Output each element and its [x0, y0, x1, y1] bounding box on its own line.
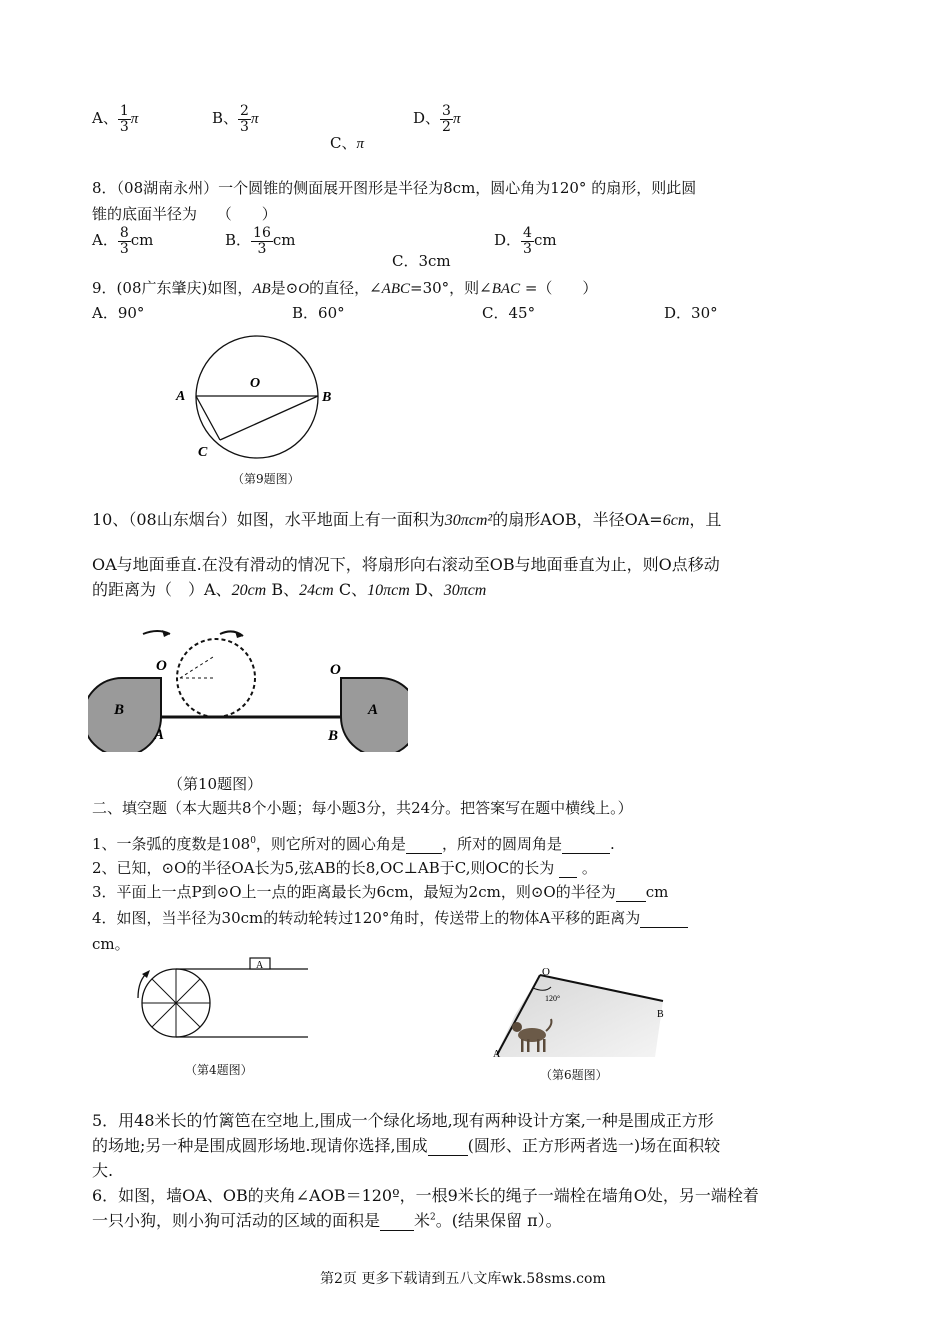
fill-q2: 2、已知，⊙O的半径OA长为5,弦AB的长8,OC⊥AB于C,则OC的长为 。 [92, 859, 597, 877]
fill-q5-blank[interactable] [428, 1136, 468, 1156]
q8-text-line1: 8．（08湖南永州）一个圆锥的侧面展开图形是半径为8cm，圆心角为120° 的扇形，则此圆 [92, 179, 697, 197]
q8-option-c: C．3cm [392, 252, 451, 270]
q10-label-b1: B [114, 702, 125, 718]
q9-label-c: C [198, 445, 208, 460]
fig4-caption: （第4题图） [185, 1063, 253, 1077]
q8-option-a: A． $\frac{8}{3}$ cm [92, 225, 154, 257]
fill-q5-line3: 大. [92, 1161, 114, 1180]
fill-q5-line2: 的场地;另一种是围成圆形场地.现请你选择,围成 (圆形、正方形两者选一)场在面积较 [92, 1136, 721, 1155]
fill-q1-blank2[interactable] [562, 835, 610, 854]
fig6-ground-shade [495, 975, 663, 1057]
q7-option-b: B、 $\frac{2}{3}$ π [212, 103, 259, 135]
q9-label-b: B [322, 390, 332, 405]
fig6-label-o: O [542, 966, 550, 978]
q10-sector-left [88, 678, 161, 752]
q10-line3: 的距离为（ ）A、20cm B、24cm C、10πcm D、30πcm [92, 580, 487, 599]
fill-q1: 1、一条弧的度数是$108^0$，则它所对的圆心角是 ，所对的圆周角是 . [92, 835, 615, 853]
fill-q6-blank[interactable] [380, 1211, 414, 1231]
fill-q3: 3．平面上一点P到⊙O上一点的距离最长为6cm，最短为2cm，则⊙O的半径为 cm [92, 883, 669, 901]
fill-q4-blank[interactable] [640, 909, 688, 928]
q9-label-o: O [250, 376, 261, 391]
q9-figure [170, 330, 350, 465]
q7-option-a: A、 $\frac{1}{3}$ π [92, 103, 139, 135]
q10-label-o2: O [330, 662, 341, 678]
q10-label-a2: A [368, 702, 379, 718]
fig6-wall-dog [485, 965, 670, 1060]
q10-figure [88, 622, 408, 752]
q7-option-d: D、 $\frac{3}{2}$ π [413, 103, 461, 135]
fill-q1-blank1[interactable] [406, 835, 442, 854]
q10-arrowhead-left [162, 630, 170, 637]
q8-option-d: D． $\frac{4}{3}$ cm [494, 225, 557, 257]
fill-q6-line1: 6．如图，墙OA、OB的夹角∠AOB＝120º，一根9米长的绳子一端栓在墙角O处，另一端栓着 [92, 1186, 759, 1205]
fig4-conveyor [128, 950, 313, 1045]
q9-text: 9．(08广东肇庆)如图，AB是⊙O的直径，∠ABC=30°，则∠BAC =（ ） [92, 279, 598, 297]
q9-option-c: C．45° [482, 304, 536, 322]
page-footer: 第2页 更多下载请到五八文库wk.58sms.com [320, 1271, 606, 1287]
q8-text-line2: 锥的底面半径为 （ ） [92, 205, 277, 223]
q10-line2: OA与地面垂直.在没有滑动的情况下，将扇形向右滚动至OB与地面垂直为止，则O点移动 [92, 555, 720, 574]
q7-option-c: C、π [330, 134, 364, 152]
q10-label-o1: O [156, 658, 167, 674]
fill-q4-line1: 4．如图，当半径为30cm的转动轮转过120°角时，传送带上的物体A平移的距离为 [92, 907, 688, 928]
q9-option-b: B．60° [292, 304, 345, 322]
q10-label-b2: B [328, 728, 339, 744]
fill-q4-line2: cm。 [92, 935, 130, 953]
q9-chord-cb [220, 396, 318, 440]
q9-option-d: D．30° [664, 304, 718, 322]
q10-dashed-radius-2 [180, 657, 213, 678]
section2-heading: 二、填空题（本大题共8个小题；每小题3分，共24分。把答案写在题中横线上。） [92, 799, 633, 817]
fig4-label-a: A [256, 960, 264, 971]
fill-q2-blank[interactable] [559, 859, 577, 878]
fill-q5-line1: 5．用48米长的竹篱笆在空地上,围成一个绿化场地,现有两种设计方案,一种是围成正方形 [92, 1111, 714, 1130]
q9-label-a: A [176, 389, 186, 404]
fig6-angle-label: 120° [545, 994, 561, 1003]
q10-line1: 10、（08山东烟台）如图，水平地面上有一面积为30πcm²的扇形AOB，半径OA=6cm，且 [92, 510, 722, 529]
q10-caption: （第10题图） [168, 775, 263, 793]
fig6-label-b: B [657, 1009, 664, 1020]
q9-option-a: A．90° [92, 304, 145, 322]
q8-option-b: B． $\frac{16}{3}$ cm [225, 225, 296, 257]
fig6-label-a: A [493, 1049, 501, 1060]
fill-q6-line2: 一只小狗，则小狗可活动的区域的面积是 米$^2$。(结果保留 π）。 [92, 1211, 562, 1230]
q9-circle [196, 336, 318, 458]
q10-label-a1: A [154, 727, 165, 743]
q9-caption: （第9题图） [232, 472, 300, 486]
fig6-caption: （第6题图） [540, 1068, 608, 1082]
fill-q3-blank[interactable] [616, 883, 646, 902]
